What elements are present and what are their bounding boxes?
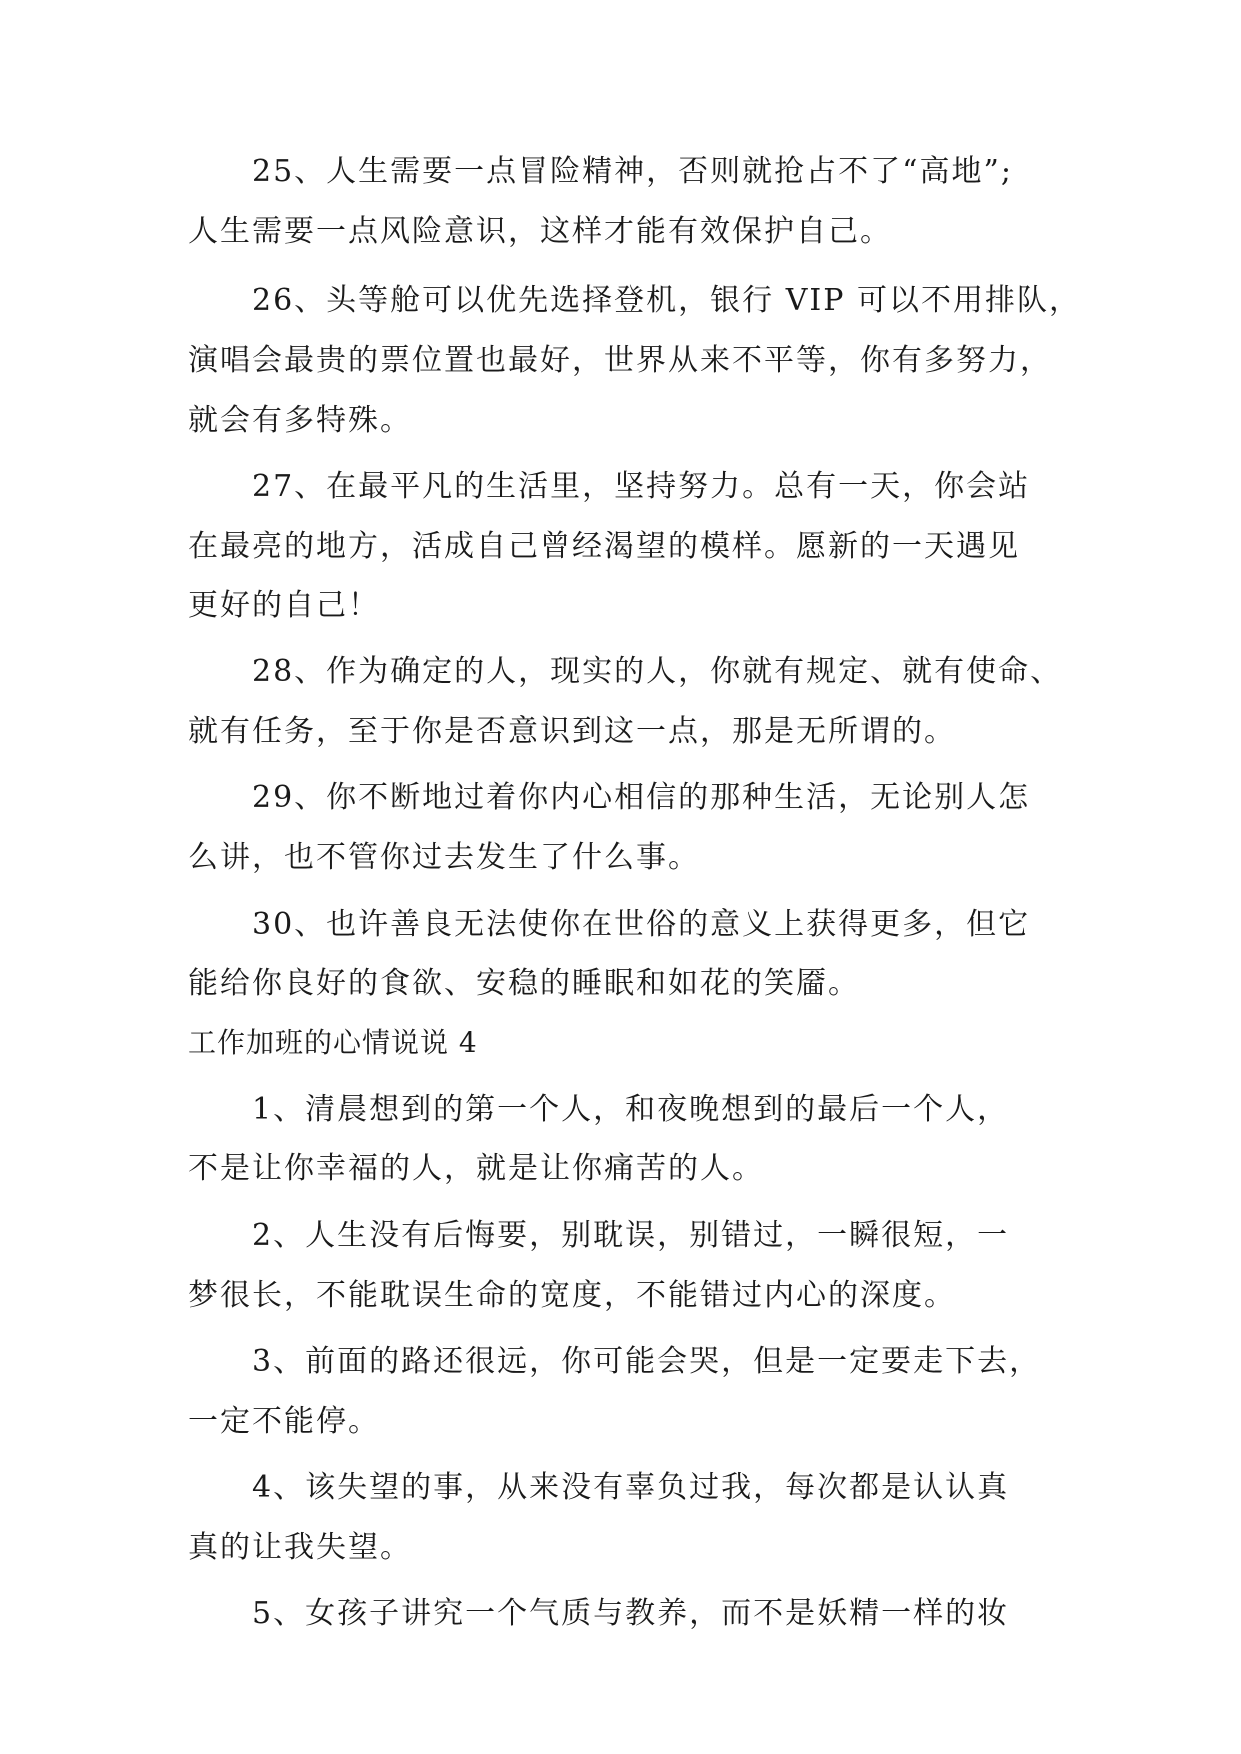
paragraph-25-line-2: 人生需要一点风险意识，这样才能有效保护自己。 xyxy=(188,214,892,249)
paragraph-26-line-3: 就会有多特殊。 xyxy=(188,403,412,438)
paragraph-4-line-2: 真的让我失望。 xyxy=(188,1530,412,1565)
paragraph-27-line-3: 更好的自己！ xyxy=(188,588,380,623)
paragraph-27-line-1: 27、在最平凡的生活里，坚持努力。总有一天，你会站 xyxy=(252,469,1031,504)
paragraph-30-line-2: 能给你良好的食欲、安稳的睡眠和如花的笑靥。 xyxy=(188,966,860,1001)
paragraph-3-line-2: 一定不能停。 xyxy=(188,1404,380,1439)
paragraph-26-line-1: 26、头等舱可以优先选择登机，银行 VIP 可以不用排队， xyxy=(252,283,1081,318)
paragraph-1-line-1: 1、清晨想到的第一个人，和夜晚想到的最后一个人， xyxy=(252,1092,1010,1127)
paragraph-26-line-2: 演唱会最贵的票位置也最好，世界从来不平等，你有多努力， xyxy=(188,343,1052,378)
paragraph-30-line-1: 30、也许善良无法使你在世俗的意义上获得更多，但它 xyxy=(252,907,1031,942)
paragraph-28-line-2: 就有任务，至于你是否意识到这一点，那是无所谓的。 xyxy=(188,714,956,749)
section-heading: 工作加班的心情说说 4 xyxy=(188,1026,478,1059)
paragraph-2-line-1: 2、人生没有后悔要，别耽误，别错过，一瞬很短，一 xyxy=(252,1218,1010,1253)
paragraph-29-line-1: 29、你不断地过着你内心相信的那种生活，无论别人怎 xyxy=(252,780,1031,815)
paragraph-29-line-2: 么讲，也不管你过去发生了什么事。 xyxy=(188,840,700,875)
paragraph-27-line-2: 在最亮的地方，活成自己曾经渴望的模样。愿新的一天遇见 xyxy=(188,529,1020,564)
paragraph-2-line-2: 梦很长，不能耽误生命的宽度，不能错过内心的深度。 xyxy=(188,1278,956,1313)
paragraph-4-line-1: 4、该失望的事，从来没有辜负过我，每次都是认认真 xyxy=(252,1470,1010,1505)
paragraph-28-line-1: 28、作为确定的人，现实的人，你就有规定、就有使命、 xyxy=(252,654,1063,689)
paragraph-5-line-1: 5、女孩子讲究一个气质与教养，而不是妖精一样的妆 xyxy=(252,1596,1010,1631)
paragraph-25-line-1: 25、人生需要一点冒险精神，否则就抢占不了“高地”; xyxy=(252,154,1013,189)
paragraph-3-line-1: 3、前面的路还很远，你可能会哭，但是一定要走下去， xyxy=(252,1344,1042,1379)
paragraph-1-line-2: 不是让你幸福的人，就是让你痛苦的人。 xyxy=(188,1151,764,1186)
